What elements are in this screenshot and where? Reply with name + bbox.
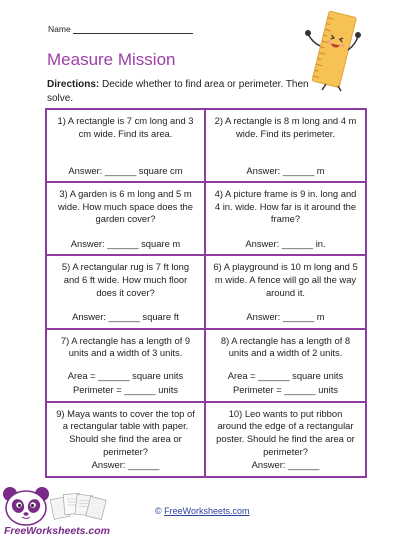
problem-cell-8 <box>206 330 365 403</box>
problem-answer: Answer: ______ square m <box>70 237 181 249</box>
problem-question: 4) A picture frame is 9 in. long and 4 in. wide. How far is it around the frame? <box>214 188 357 225</box>
problem-answer: Answer: ______ m <box>246 311 325 322</box>
problem-answer: Perimeter = ______ units <box>232 384 338 396</box>
problem-cell-5 <box>47 256 206 329</box>
directions-text: Decide whether to find area or perimeter. Then solve. <box>47 79 309 104</box>
name-line[interactable] <box>73 24 193 34</box>
problem-cell-3 <box>47 183 206 256</box>
problem-question: 8) A rectangle has a length of 8 units and a width of 2 units. <box>220 334 351 359</box>
problem-cell-9 <box>47 403 206 476</box>
problem-question: 9) Maya wants to cover the top of a rectangular table with paper. Should she find the area or perimeter? <box>56 407 195 457</box>
problem-question: 2) A rectangle is 8 m long and 4 m wide. Find its perimeter. <box>214 115 357 139</box>
name-row <box>48 24 193 34</box>
problem-cell-2 <box>206 110 365 183</box>
panda-face-icon <box>3 487 49 525</box>
problem-answer: Perimeter = ______ units <box>72 384 178 396</box>
problem-question: 6) A playground is 10 m long and 5 m wide. A fence will go all the way around it. <box>213 261 358 298</box>
problem-question: 7) A rectangle has a length of 9 units and a width of 3 units. <box>60 334 191 359</box>
directions-label: Directions: <box>47 79 100 90</box>
page-title: Measure Mission <box>47 50 176 69</box>
name-label: Name <box>48 24 71 34</box>
ruler-mascot-icon <box>298 10 368 92</box>
logo-text: FreeWorksheets.com <box>4 525 111 537</box>
site-link[interactable]: FreeWorksheets.com <box>164 506 250 516</box>
problem-cell-10 <box>206 403 365 476</box>
problem-area-line: Area = ______ square units <box>227 369 344 381</box>
panda-logo-icon <box>0 484 125 539</box>
problem-answer: Answer: ______ square ft <box>72 311 179 322</box>
directions <box>47 78 327 106</box>
problem-answer: Answer: ______ <box>251 459 320 471</box>
problem-question: 5) A rectangular rug is 7 ft long and 6 ft wide. How much floor does it cover? <box>61 261 190 298</box>
problem-area-line: Area = ______ square units <box>67 369 184 381</box>
problem-question: 10) Leo wants to put ribbon around the edge of a rectangular poster. Should he find the area or perimeter? <box>216 407 355 457</box>
footer-link[interactable] <box>155 506 250 516</box>
problem-answer: Answer: ______ m <box>246 164 325 176</box>
problem-cell-4 <box>206 183 365 256</box>
problem-cell-7 <box>47 330 206 403</box>
problem-cell-6 <box>206 256 365 329</box>
problem-answer: Answer: ______ square cm <box>68 164 183 176</box>
problem-answer: Answer: ______ in. <box>245 237 326 249</box>
problem-grid <box>45 108 367 478</box>
problem-answer: Answer: ______ <box>91 459 160 471</box>
problem-question: 3) A garden is 6 m long and 5 m wide. How much space does the garden cover? <box>58 188 193 225</box>
problem-cell-1 <box>47 110 206 183</box>
worksheet-stack-icon <box>50 493 106 519</box>
copyright-symbol: © <box>155 506 162 516</box>
problem-question: 1) A rectangle is 7 cm long and 3 cm wide. Find its area. <box>57 115 194 139</box>
